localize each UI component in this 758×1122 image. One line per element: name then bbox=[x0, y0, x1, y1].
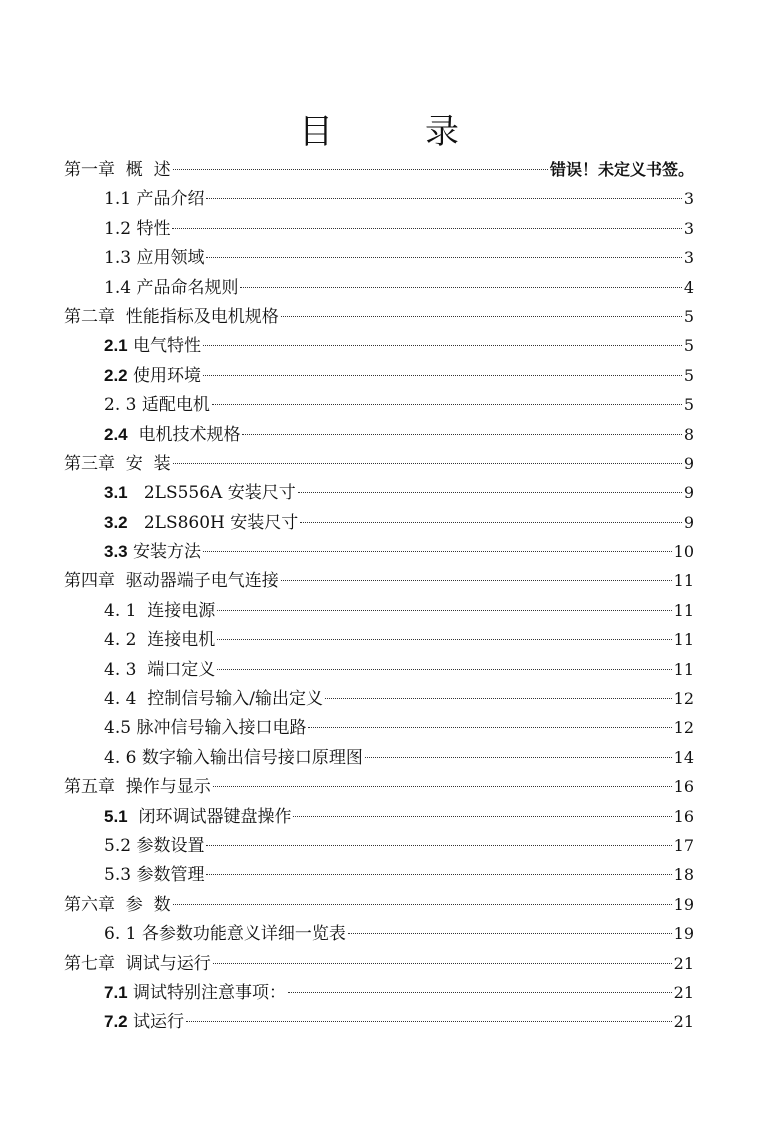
toc-dot-leader bbox=[206, 845, 671, 846]
toc-page-number: 3 bbox=[683, 218, 694, 238]
toc-dot-leader bbox=[217, 669, 671, 670]
toc-dot-leader bbox=[203, 375, 682, 376]
toc-dot-leader bbox=[206, 874, 671, 875]
toc-entry[interactable] bbox=[64, 684, 694, 713]
toc-entry-text: 第一章 概 述 bbox=[64, 160, 171, 180]
toc-entry-label bbox=[64, 950, 211, 979]
toc-entry-text: 第六章 参 数 bbox=[64, 894, 171, 915]
toc-entry-label bbox=[104, 920, 346, 949]
toc-entry-text: 5.2 参数设置 bbox=[104, 835, 205, 856]
toc-entry[interactable] bbox=[64, 566, 694, 595]
toc-entry-label bbox=[104, 537, 201, 567]
toc-page-number: 4 bbox=[683, 277, 694, 297]
toc-entry-label bbox=[104, 478, 296, 508]
table-of-contents bbox=[64, 155, 694, 1037]
toc-page-number: 12 bbox=[673, 718, 694, 738]
toc-title bbox=[0, 104, 758, 153]
toc-page-number: 14 bbox=[673, 747, 694, 767]
toc-dot-leader bbox=[212, 404, 682, 405]
toc-dot-leader bbox=[173, 904, 672, 905]
toc-page-number: 17 bbox=[673, 835, 694, 855]
toc-entry[interactable] bbox=[64, 508, 694, 537]
toc-entry[interactable] bbox=[64, 331, 694, 360]
toc-entry-number: 2.4 bbox=[104, 424, 128, 444]
toc-entry-text: 第四章 驱动器端子电气连接 bbox=[64, 571, 279, 592]
toc-entry-label bbox=[104, 1007, 184, 1037]
toc-page-number: 错误！未定义书签。 bbox=[549, 160, 694, 179]
toc-page-number: 8 bbox=[683, 424, 694, 444]
toc-entry[interactable] bbox=[64, 949, 694, 978]
toc-entry[interactable] bbox=[64, 713, 694, 742]
toc-entry-text: 第三章 安 装 bbox=[64, 453, 171, 474]
toc-entry-label bbox=[104, 685, 323, 714]
toc-dot-leader bbox=[217, 610, 671, 611]
toc-entry-label bbox=[64, 773, 211, 802]
toc-entry-label bbox=[104, 244, 204, 273]
toc-entry[interactable] bbox=[64, 890, 694, 919]
toc-entry-text: 电机技术规格 bbox=[127, 424, 241, 445]
toc-entry[interactable] bbox=[64, 596, 694, 625]
toc-dot-leader bbox=[240, 287, 681, 288]
toc-dot-leader bbox=[173, 463, 682, 464]
toc-entry[interactable] bbox=[64, 743, 694, 772]
toc-page-number: 19 bbox=[673, 894, 694, 914]
toc-entry-text: 第五章 操作与显示 bbox=[64, 777, 211, 798]
toc-entry-number: 5.1 bbox=[104, 806, 128, 826]
toc-entry-label bbox=[104, 185, 204, 214]
toc-page-number: 18 bbox=[673, 865, 694, 885]
toc-entry-text: 2. 3 适配电机 bbox=[104, 395, 210, 416]
toc-entry-text: 4. 4 控制信号输入/输出定义 bbox=[104, 689, 323, 710]
toc-entry[interactable] bbox=[64, 625, 694, 654]
toc-entry-label bbox=[104, 802, 291, 832]
toc-entry-text: 4. 3 端口定义 bbox=[104, 659, 216, 680]
toc-entry-label bbox=[104, 215, 170, 244]
toc-dot-leader bbox=[173, 169, 548, 170]
toc-entry[interactable] bbox=[64, 831, 694, 860]
toc-dot-leader bbox=[365, 757, 672, 758]
toc-entry-label bbox=[104, 361, 201, 391]
toc-entry-number: 7.1 bbox=[104, 982, 128, 1002]
toc-entry[interactable] bbox=[64, 1007, 694, 1036]
toc-entry-text: 第七章 调试与运行 bbox=[64, 953, 211, 974]
toc-entry-text: 4. 1 连接电源 bbox=[104, 600, 216, 621]
toc-dot-leader bbox=[203, 345, 682, 346]
toc-dot-leader bbox=[325, 698, 672, 699]
toc-page-number: 12 bbox=[673, 689, 694, 709]
toc-entry-label bbox=[64, 156, 171, 185]
toc-page-number: 11 bbox=[673, 600, 694, 620]
toc-title-left: 目 bbox=[299, 112, 333, 152]
toc-entry[interactable] bbox=[64, 449, 694, 478]
toc-entry-text: 1.2 特性 bbox=[104, 218, 171, 239]
toc-dot-leader bbox=[293, 816, 671, 817]
toc-dot-leader bbox=[288, 992, 672, 993]
toc-page-number: 3 bbox=[683, 189, 694, 209]
toc-page-number: 19 bbox=[673, 924, 694, 944]
toc-entry-text: 4. 6 数字输入输出信号接口原理图 bbox=[104, 747, 363, 768]
toc-dot-leader bbox=[308, 727, 671, 728]
toc-entry-label bbox=[104, 420, 240, 450]
toc-page-number: 11 bbox=[673, 630, 694, 650]
toc-entry[interactable] bbox=[64, 860, 694, 889]
toc-entry-number: 2.1 bbox=[104, 336, 128, 356]
toc-dot-leader bbox=[217, 639, 671, 640]
toc-entry[interactable] bbox=[64, 214, 694, 243]
toc-entry-number: 2.2 bbox=[104, 365, 128, 385]
toc-page-number: 21 bbox=[673, 953, 694, 973]
toc-entry-text: 2LS556A 安装尺寸 bbox=[127, 483, 296, 504]
toc-page-number: 21 bbox=[673, 982, 694, 1002]
toc-entry-label bbox=[64, 567, 279, 596]
toc-page-number: 11 bbox=[673, 659, 694, 679]
toc-entry-label bbox=[104, 626, 215, 655]
toc-dot-leader bbox=[203, 551, 672, 552]
toc-entry-text: 第二章 性能指标及电机规格 bbox=[64, 306, 279, 327]
toc-dot-leader bbox=[213, 786, 672, 787]
toc-entry-text: 5.3 参数管理 bbox=[104, 865, 205, 886]
toc-entry-label bbox=[104, 391, 210, 420]
toc-entry[interactable] bbox=[64, 478, 694, 507]
toc-dot-leader bbox=[298, 492, 682, 493]
toc-page-number: 5 bbox=[683, 365, 694, 385]
toc-entry-text: 6. 1 各参数功能意义详细一览表 bbox=[104, 924, 346, 945]
toc-entry-text: 4. 2 连接电机 bbox=[104, 630, 216, 651]
toc-entry-label bbox=[104, 714, 306, 743]
toc-dot-leader bbox=[172, 228, 681, 229]
toc-entry-label bbox=[104, 331, 201, 361]
toc-entry[interactable] bbox=[64, 772, 694, 801]
toc-entry-text: 1.1 产品介绍 bbox=[104, 189, 205, 210]
toc-dot-leader bbox=[206, 198, 681, 199]
toc-entry-text: 安装方法 bbox=[127, 542, 202, 563]
toc-entry-text: 使用环境 bbox=[127, 365, 202, 386]
toc-dot-leader bbox=[242, 434, 681, 435]
toc-entry-label bbox=[64, 450, 171, 479]
toc-entry-text: 调试特别注意事项： bbox=[127, 982, 287, 1003]
toc-entry-text: 1.3 应用领域 bbox=[104, 248, 205, 269]
toc-entry[interactable] bbox=[64, 155, 694, 184]
toc-entry-text: 1.4 产品命名规则 bbox=[104, 277, 239, 298]
toc-entry[interactable] bbox=[64, 273, 694, 302]
toc-entry-number: 3.3 bbox=[104, 542, 128, 562]
toc-entry-text: 4.5 脉冲信号输入接口电路 bbox=[104, 718, 307, 739]
toc-entry-label bbox=[104, 597, 215, 626]
toc-entry-label bbox=[104, 744, 363, 773]
toc-page-number: 10 bbox=[673, 542, 694, 562]
toc-dot-leader bbox=[213, 963, 672, 964]
toc-entry-label bbox=[104, 861, 204, 890]
toc-entry-number: 7.2 bbox=[104, 1012, 128, 1032]
toc-entry[interactable] bbox=[64, 302, 694, 331]
toc-page-number: 9 bbox=[683, 483, 694, 503]
toc-entry[interactable] bbox=[64, 802, 694, 831]
toc-entry-number: 3.1 bbox=[104, 483, 128, 503]
toc-page-number: 16 bbox=[673, 777, 694, 797]
toc-page-number: 9 bbox=[683, 453, 694, 473]
toc-entry[interactable] bbox=[64, 243, 694, 272]
toc-entry-text: 试运行 bbox=[127, 1012, 185, 1033]
toc-entry-label bbox=[64, 891, 171, 920]
toc-entry[interactable] bbox=[64, 537, 694, 566]
toc-page-number: 5 bbox=[683, 336, 694, 356]
toc-entry[interactable] bbox=[64, 184, 694, 213]
toc-dot-leader bbox=[206, 257, 681, 258]
toc-entry-label bbox=[104, 832, 204, 861]
toc-dot-leader bbox=[281, 580, 672, 581]
toc-entry[interactable] bbox=[64, 978, 694, 1007]
toc-entry-label bbox=[104, 978, 286, 1008]
toc-entry[interactable] bbox=[64, 919, 694, 948]
toc-page-number: 9 bbox=[683, 512, 694, 532]
toc-page-number: 5 bbox=[683, 306, 694, 326]
toc-entry[interactable] bbox=[64, 390, 694, 419]
toc-entry[interactable] bbox=[64, 361, 694, 390]
toc-page-number: 16 bbox=[673, 806, 694, 826]
toc-page-number: 11 bbox=[673, 571, 694, 591]
toc-entry[interactable] bbox=[64, 655, 694, 684]
toc-page-number: 3 bbox=[683, 248, 694, 268]
toc-entry-label bbox=[104, 656, 215, 685]
toc-page-number: 21 bbox=[673, 1012, 694, 1032]
toc-entry-text: 电气特性 bbox=[127, 336, 202, 357]
toc-entry-text: 闭环调试器键盘操作 bbox=[127, 806, 292, 827]
toc-entry-label bbox=[104, 508, 298, 538]
toc-dot-leader bbox=[348, 933, 672, 934]
toc-dot-leader bbox=[300, 522, 682, 523]
toc-entry-label bbox=[64, 303, 279, 332]
toc-entry-number: 3.2 bbox=[104, 512, 128, 532]
toc-entry-text: 2LS860H 安装尺寸 bbox=[127, 512, 299, 533]
toc-entry-label bbox=[104, 274, 238, 303]
toc-dot-leader bbox=[186, 1021, 672, 1022]
toc-entry[interactable] bbox=[64, 420, 694, 449]
toc-title-right: 录 bbox=[425, 112, 459, 152]
toc-dot-leader bbox=[281, 316, 682, 317]
toc-page-number: 5 bbox=[683, 395, 694, 415]
